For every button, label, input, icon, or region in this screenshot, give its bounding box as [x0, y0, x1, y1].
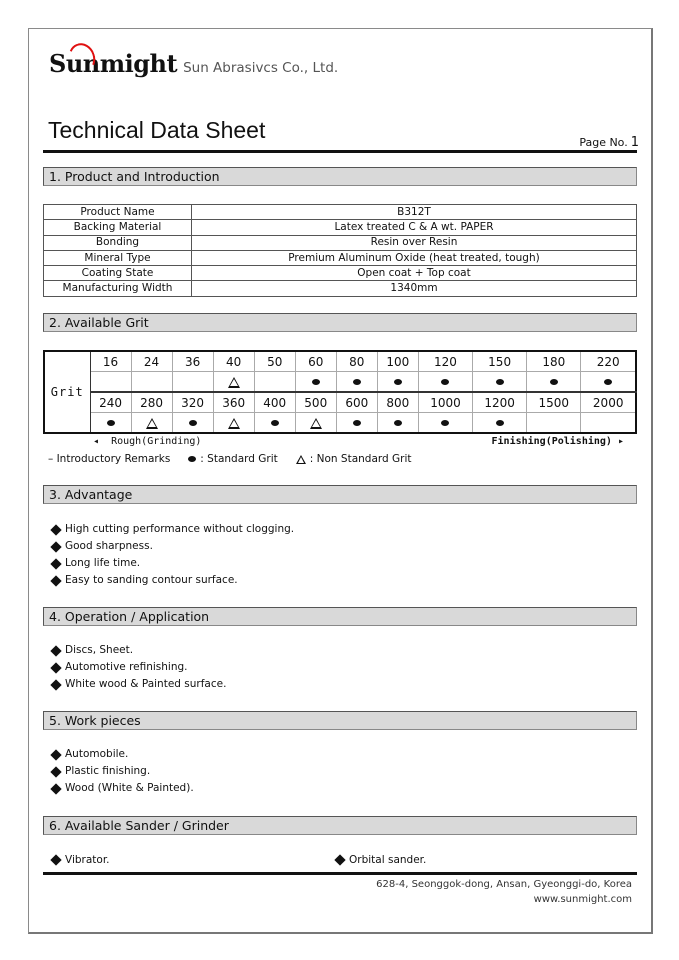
grit-mark	[581, 372, 636, 393]
grit-marks-row-1	[44, 372, 636, 393]
standard-dot-icon	[188, 456, 196, 462]
non-standard-label: : Non Standard Grit	[309, 453, 412, 465]
product-table	[43, 204, 637, 297]
section-header-grit: 2. Available Grit	[43, 313, 637, 332]
grit-mark	[254, 413, 295, 434]
grit-value: 40	[213, 351, 254, 372]
product-value: B312T	[192, 205, 637, 220]
grit-mark	[295, 372, 336, 393]
arrow-right-icon: ▸	[617, 436, 624, 447]
grit-mark	[213, 372, 254, 393]
grit-mark	[418, 372, 472, 393]
grit-value: 800	[377, 392, 418, 413]
grit-value: 80	[336, 351, 377, 372]
diamond-bullet-icon	[50, 558, 61, 569]
product-key: Manufacturing Width	[44, 281, 192, 296]
diamond-bullet-icon	[50, 679, 61, 690]
grit-value: 120	[418, 351, 472, 372]
non-standard-triangle-icon	[228, 418, 240, 429]
grit-mark	[581, 413, 636, 434]
diamond-bullet-icon	[50, 541, 61, 552]
operation-list	[50, 642, 226, 693]
page-frame	[28, 28, 653, 934]
standard-label: : Standard Grit	[200, 453, 278, 465]
work-pieces-list	[50, 746, 194, 797]
product-value: 1340mm	[192, 281, 637, 296]
grit-mark	[336, 413, 377, 434]
standard-dot-icon	[550, 379, 558, 385]
grit-mark	[473, 413, 527, 434]
section-header-product: 1. Product and Introduction	[43, 167, 637, 186]
grit-value: 360	[213, 392, 254, 413]
rough-indicator: ◂ Rough(Grinding)	[93, 436, 202, 447]
grit-mark	[254, 372, 295, 393]
product-value: Latex treated C & A wt. PAPER	[192, 220, 637, 235]
non-standard-triangle-icon	[296, 455, 306, 464]
logo-wordmark: Sunmight	[49, 49, 177, 78]
standard-dot-icon	[353, 379, 361, 385]
table-row	[44, 266, 637, 281]
grit-label: Grit	[44, 351, 90, 433]
grit-marks-row-2	[44, 413, 636, 434]
grit-value: 220	[581, 351, 636, 372]
grit-mark	[377, 413, 418, 434]
standard-dot-icon	[394, 420, 402, 426]
section-header-work-pieces: 5. Work pieces	[43, 711, 637, 730]
grit-mark	[172, 372, 213, 393]
diamond-bullet-icon	[50, 749, 61, 760]
grit-mark	[336, 372, 377, 393]
product-value: Open coat + Top coat	[192, 266, 637, 281]
grit-mark	[90, 413, 131, 434]
grit-value: 400	[254, 392, 295, 413]
table-row	[44, 250, 637, 265]
standard-dot-icon	[604, 379, 612, 385]
product-key: Backing Material	[44, 220, 192, 235]
grit-value: 180	[527, 351, 581, 372]
standard-dot-icon	[353, 420, 361, 426]
table-row	[44, 220, 637, 235]
standard-dot-icon	[107, 420, 115, 426]
diamond-bullet-icon	[50, 575, 61, 586]
diamond-bullet-icon	[50, 645, 61, 656]
diamond-bullet-icon	[334, 854, 345, 865]
company-logo	[49, 49, 338, 83]
list-item: Wood (White & Painted).	[50, 780, 194, 797]
diamond-bullet-icon	[50, 524, 61, 535]
standard-dot-icon	[189, 420, 197, 426]
standard-dot-icon	[496, 379, 504, 385]
grit-value: 320	[172, 392, 213, 413]
grit-mark	[418, 413, 472, 434]
list-item: High cutting performance without clogging.	[50, 521, 294, 538]
list-item: White wood & Painted surface.	[50, 676, 226, 693]
standard-dot-icon	[271, 420, 279, 426]
standard-dot-icon	[394, 379, 402, 385]
grit-mark	[131, 372, 172, 393]
table-row	[44, 235, 637, 250]
standard-dot-icon	[496, 420, 504, 426]
diamond-bullet-icon	[50, 662, 61, 673]
diamond-bullet-icon	[50, 783, 61, 794]
diamond-bullet-icon	[50, 854, 61, 865]
product-value: Premium Aluminum Oxide (heat treated, tough)	[192, 250, 637, 265]
grit-mark	[131, 413, 172, 434]
section-header-sander: 6. Available Sander / Grinder	[43, 816, 637, 835]
product-key: Bonding	[44, 235, 192, 250]
grit-mark	[90, 372, 131, 393]
non-standard-triangle-icon	[146, 418, 158, 429]
grit-value: 150	[473, 351, 527, 372]
grit-mark	[377, 372, 418, 393]
list-item: Automobile.	[50, 746, 194, 763]
product-value: Resin over Resin	[192, 235, 637, 250]
grit-value: 240	[90, 392, 131, 413]
grit-legend	[48, 453, 412, 465]
company-name: Sun Abrasivcs Co., Ltd.	[183, 60, 339, 76]
grit-value: 16	[90, 351, 131, 372]
grit-value: 100	[377, 351, 418, 372]
grit-value: 36	[172, 351, 213, 372]
grit-value: 600	[336, 392, 377, 413]
grit-value: 60	[295, 351, 336, 372]
standard-dot-icon	[441, 420, 449, 426]
footer-website[interactable]: www.sunmight.com	[533, 894, 632, 905]
table-row	[44, 205, 637, 220]
grit-value: 280	[131, 392, 172, 413]
non-standard-triangle-icon	[310, 418, 322, 429]
remarks-label: – Introductory Remarks	[48, 453, 171, 465]
product-key: Product Name	[44, 205, 192, 220]
page-title: Technical Data Sheet	[48, 117, 266, 143]
grit-mark	[213, 413, 254, 434]
section-header-advantage: 3. Advantage	[43, 485, 637, 504]
section-header-operation: 4. Operation / Application	[43, 607, 637, 626]
grit-value: 2000	[581, 392, 636, 413]
grit-value: 500	[295, 392, 336, 413]
grit-mark	[295, 413, 336, 434]
sander-item: Orbital sander.	[334, 852, 426, 868]
page-number: Page No. 1	[579, 135, 639, 150]
list-item: Automotive refinishing.	[50, 659, 226, 676]
grit-table	[43, 350, 637, 434]
diamond-bullet-icon	[50, 766, 61, 777]
footer-address: 628-4, Seonggok-dong, Ansan, Gyeonggi-do, Korea	[376, 879, 632, 890]
list-item: Good sharpness.	[50, 538, 294, 555]
list-item: Long life time.	[50, 555, 294, 572]
grit-value: 1200	[473, 392, 527, 413]
footer-divider	[43, 872, 637, 875]
non-standard-triangle-icon	[228, 377, 240, 388]
grit-values-row-1	[44, 351, 636, 372]
grit-mark	[527, 413, 581, 434]
product-key: Mineral Type	[44, 250, 192, 265]
table-row	[44, 281, 637, 296]
grit-mark	[172, 413, 213, 434]
list-item: Easy to sanding contour surface.	[50, 572, 294, 589]
finish-indicator: Finishing(Polishing) ▸	[491, 436, 624, 447]
standard-dot-icon	[441, 379, 449, 385]
list-item: Plastic finishing.	[50, 763, 194, 780]
title-divider	[43, 150, 637, 153]
grit-mark	[473, 372, 527, 393]
sander-item: Vibrator.	[50, 852, 110, 868]
grit-value: 24	[131, 351, 172, 372]
standard-dot-icon	[312, 379, 320, 385]
arrow-left-icon: ◂	[93, 436, 100, 447]
grit-value: 1500	[527, 392, 581, 413]
grit-value: 1000	[418, 392, 472, 413]
grit-mark	[527, 372, 581, 393]
list-item: Discs, Sheet.	[50, 642, 226, 659]
grit-values-row-2	[44, 392, 636, 413]
advantage-list	[50, 521, 294, 589]
grit-value: 50	[254, 351, 295, 372]
product-key: Coating State	[44, 266, 192, 281]
footer-contact	[376, 877, 632, 907]
